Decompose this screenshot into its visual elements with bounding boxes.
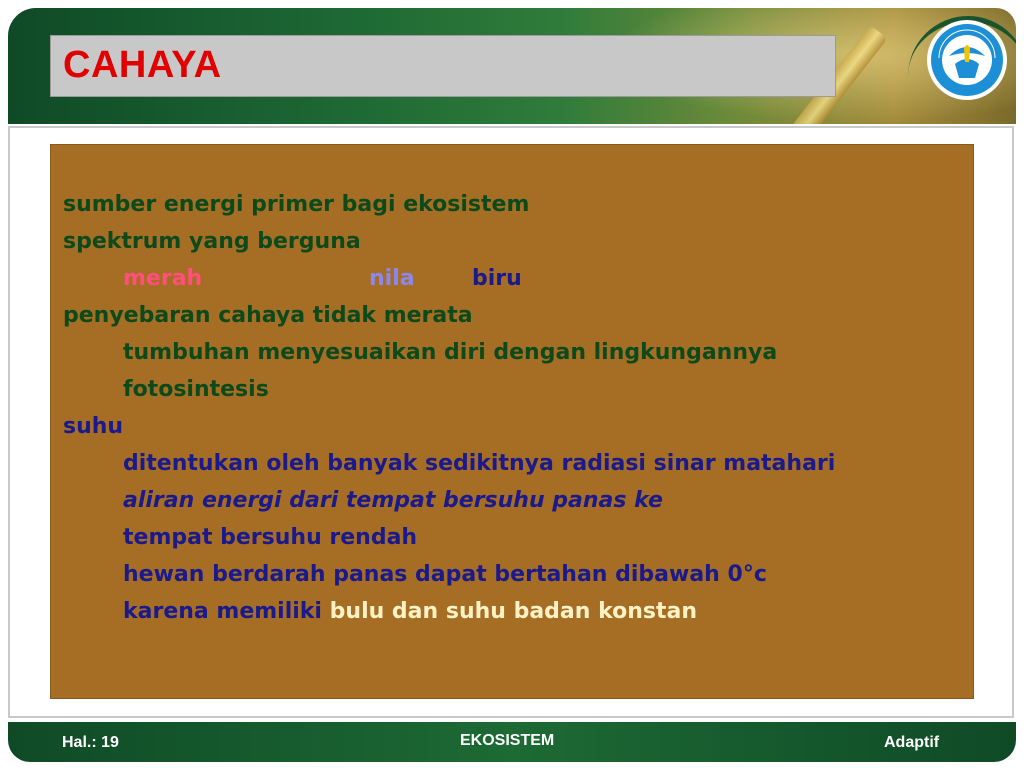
spectrum-merah: merah xyxy=(123,266,203,291)
sub-karena xyxy=(123,599,697,624)
sub-hewan: hewan berdarah panas dapat bertahan dibawah 0°c xyxy=(123,562,767,587)
footer-label: Adaptif xyxy=(884,734,940,751)
sub-radiasi: ditentukan oleh banyak sedikitnya radiasi sinar matahari xyxy=(123,451,836,476)
bullet-penyebaran: penyebaran cahaya tidak merata xyxy=(63,303,473,328)
bullet-sumber-energi: sumber energi primer bagi ekosistem xyxy=(63,192,530,217)
slide-footer xyxy=(8,722,1016,762)
sub-tumbuhan: tumbuhan menyesuaikan diri dengan lingkungannya xyxy=(123,340,778,365)
tut-wuri-handayani-logo xyxy=(925,18,1009,102)
spectrum-biru: biru xyxy=(472,266,522,291)
sub-suhu-rendah: tempat bersuhu rendah xyxy=(123,525,418,550)
page-number: Hal.: 19 xyxy=(62,734,119,751)
bulu-text: bulu dan suhu badan konstan xyxy=(329,599,698,624)
content-box xyxy=(50,144,974,699)
slide-title: CAHAYA xyxy=(63,44,222,86)
title-box xyxy=(50,35,836,97)
spectrum-nila: nila xyxy=(369,266,415,291)
karena-text: karena memiliki xyxy=(123,599,322,624)
sub-aliran-energi: aliran energi dari tempat bersuhu panas ke xyxy=(123,488,663,513)
sub-fotosintesis: fotosintesis xyxy=(123,377,269,402)
bullet-spektrum: spektrum yang berguna xyxy=(63,229,361,254)
footer-topic: EKOSISTEM xyxy=(460,732,555,749)
bullet-suhu: suhu xyxy=(63,414,124,439)
